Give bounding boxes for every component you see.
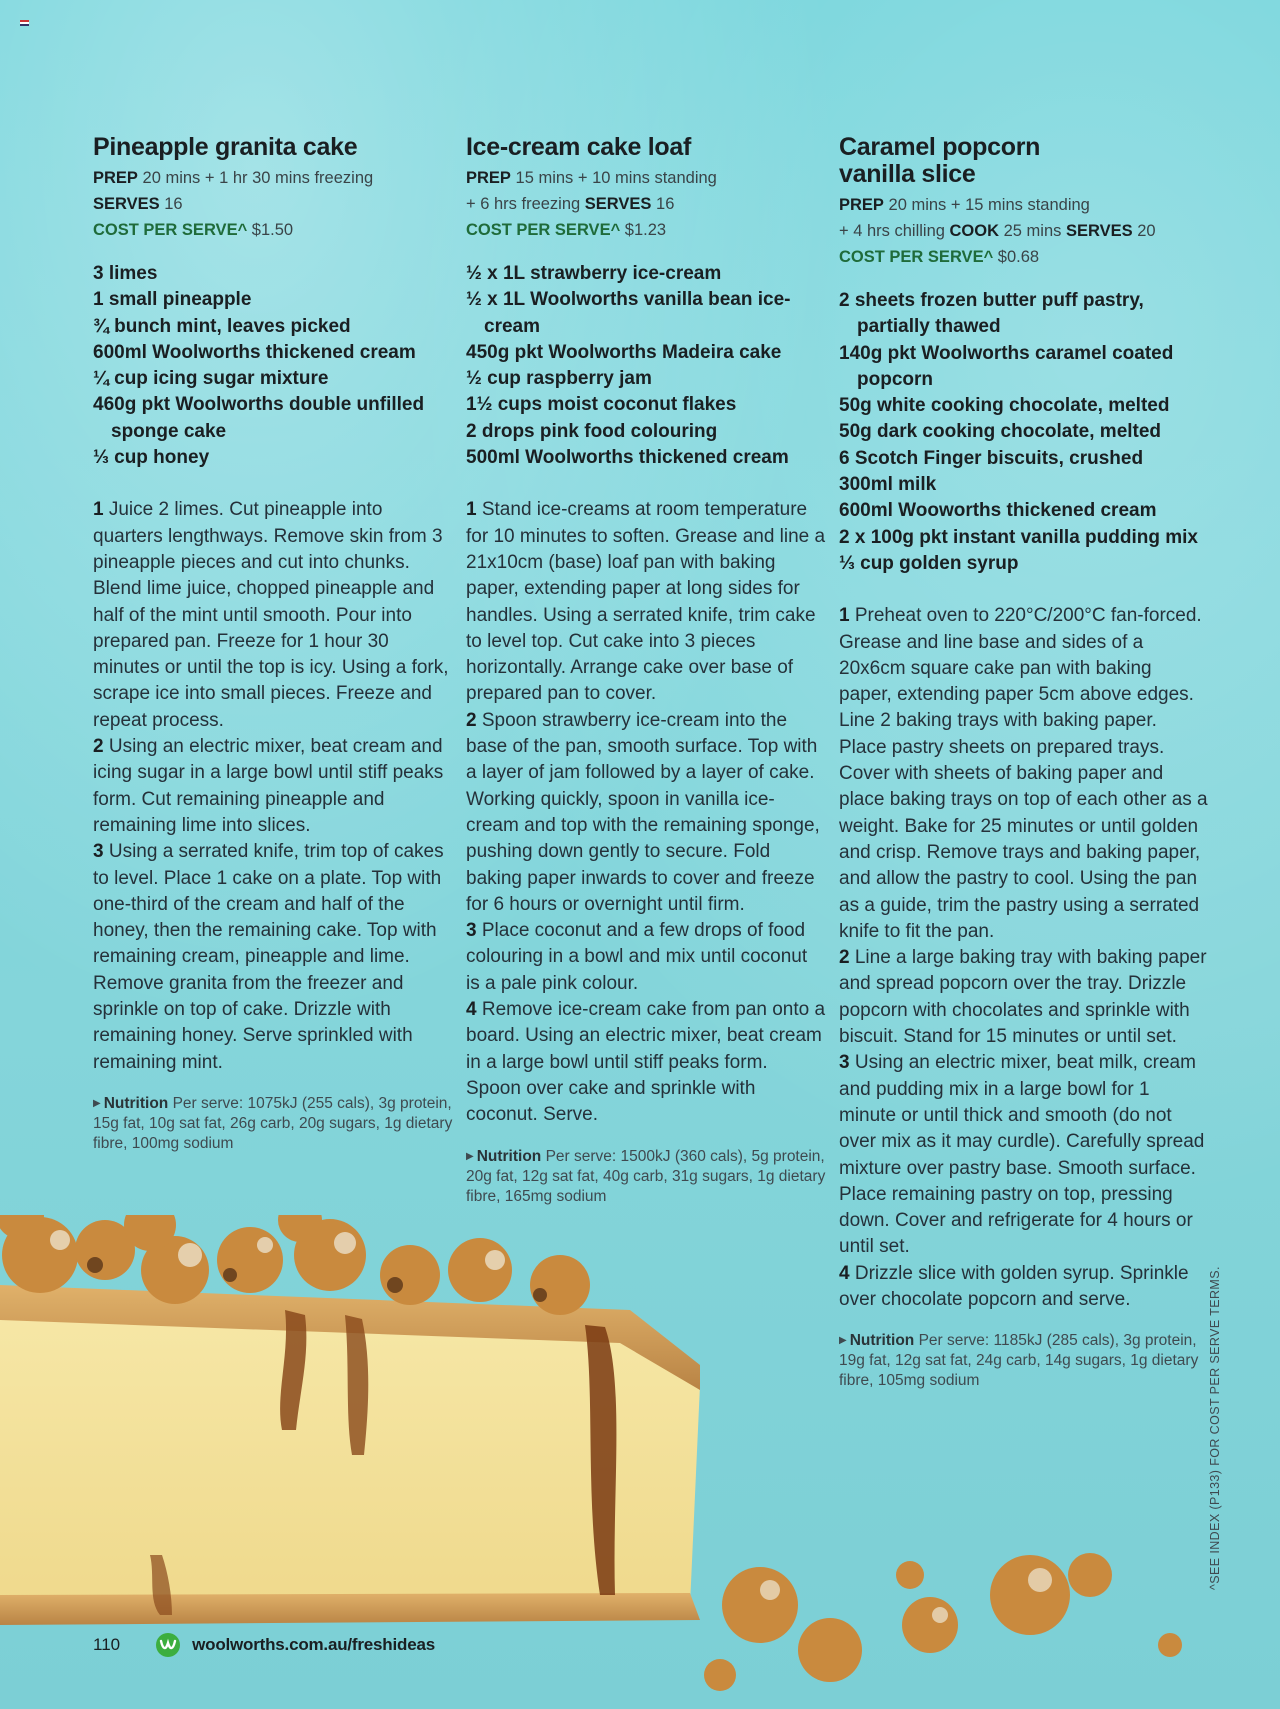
step-number: 3	[93, 841, 104, 863]
footer-url-link[interactable]: woolworths.com.au/freshideas	[192, 1635, 435, 1654]
meta-value: 20 mins + 15 mins standing	[883, 196, 1090, 214]
recipe-title: Ice-cream cake loaf	[466, 133, 692, 161]
ingredient: ⅓ cup golden syrup	[839, 552, 1019, 574]
step-text: Stand ice-creams at room temperature for 10 minutes to soften. Grease and line a 21x10cm (base) loaf pan with baking paper, extending paper at long sides for handles. Using a serrated knife, trim cake to level top. Cut cake into 3 pieces horizontally. Arrange cake over base of prepared pan to cover.	[466, 499, 826, 705]
step-text: Place coconut and a few drops of food colouring in a bowl and mix until coconut is a pale pink colour.	[466, 920, 808, 994]
flag-icon	[20, 20, 29, 26]
meta-label: SERVES	[584, 195, 652, 213]
woolworths-logo-icon	[154, 1632, 182, 1658]
meta-value: 25 mins	[999, 222, 1066, 240]
meta-value: $1.23	[620, 221, 667, 239]
method-step	[466, 708, 826, 918]
nutrition-info	[839, 1331, 1209, 1391]
meta-value: $0.68	[993, 248, 1040, 266]
step-text: Juice 2 limes. Cut pineapple into quarters lengthways. Remove skin from 3 pineapple pieces and cut into chunks. Blend lime juice, chopped pineapple and half of the mint until smooth. Pour into prepared pan. Freeze for 1 hour 30 minutes or until the top is icy. Using a fork, scrape ice into small pieces. Freeze and repeat process.	[93, 499, 449, 731]
recipe-meta	[839, 192, 1209, 270]
step-text: Spoon strawberry ice-cream into the base of the pan, smooth surface. Top with a layer of jam followed by a layer of cake. Working quickly, spoon in vanilla ice-cream and top with the remaining sponge, pushing down gently to secure. Fold baking paper inwards to cover and freeze for 6 hours or overnight until firm.	[466, 709, 820, 915]
ingredient: ⅓ cup honey	[93, 447, 210, 469]
meta-value: + 6 hrs freezing	[466, 195, 585, 213]
ingredient: 6 Scotch Finger biscuits, crushed	[839, 447, 1144, 469]
meta-label: SERVES	[93, 195, 160, 213]
recipe-ice-cream-cake-loaf	[466, 134, 826, 1207]
ingredient-list	[839, 288, 1209, 577]
step-number: 4	[839, 1262, 850, 1284]
nutrition-text: Per serve: 1500kJ (360 cals), 5g protein, 20g fat, 12g sat fat, 40g carb, 31g sugars, 1g dietary fibre, 165mg sodium	[466, 1147, 826, 1205]
cost-per-serve-label: COST PER SERVE^	[93, 221, 248, 239]
method-step	[466, 918, 826, 997]
ingredient: 500ml Woolworths thickened cream	[466, 447, 789, 469]
nutrition-text: Per serve: 1185kJ (285 cals), 3g protein, 19g fat, 12g sat fat, 24g carb, 14g sugars, 1g dietary fibre, 105mg sodium	[839, 1332, 1199, 1390]
step-number: 1	[466, 499, 477, 521]
ingredient: 450g pkt Woolworths Madeira cake	[466, 341, 782, 363]
recipe-title: Caramel popcorn vanilla slice	[839, 133, 1041, 188]
nutrition-label: Nutrition	[103, 1094, 169, 1112]
ingredient: ½ x 1L Woolworths vanilla bean ice-cream	[466, 289, 791, 337]
popcorn-crumbs-photo	[700, 1545, 1220, 1709]
cost-per-serve-label: COST PER SERVE^	[839, 248, 994, 266]
step-number: 2	[466, 709, 477, 731]
nutrition-info	[466, 1147, 826, 1207]
step-text: Line a large baking tray with baking paper and spread popcorn over the tray. Drizzle popcorn with chocolates and sprinkle with biscuit. Stand for 15 minutes or until set.	[839, 947, 1207, 1048]
ingredient: 600ml Wooworths thickened cream	[839, 500, 1157, 522]
triangle-bullet-icon: ▶	[839, 1335, 847, 1347]
recipe-title: Pineapple granita cake	[93, 133, 358, 161]
step-text: Remove ice-cream cake from pan onto a board. Using an electric mixer, beat cream in a large bowl until stiff peaks form. Spoon over cake and sprinkle with coconut. Serve.	[466, 999, 826, 1126]
method-step	[839, 945, 1209, 1050]
step-number: 3	[839, 1052, 850, 1074]
method-step	[93, 497, 453, 734]
ingredient: ½ x 1L strawberry ice-cream	[466, 263, 722, 284]
ingredient: 2 drops pink food colouring	[466, 420, 718, 442]
step-text: Using an electric mixer, beat milk, cream and pudding mix in a large bowl for 1 minute or until thick and smooth (do not over mix as it may curdle). Carefully spread mixture over pastry base. Smooth surface. Place remaining pastry on top, pressing down. Cover and refrigerate for 4 hours or until set.	[839, 1052, 1205, 1258]
ingredient: 460g pkt Woolworths double unfilled sponge cake	[93, 394, 425, 442]
ingredient-list	[93, 261, 453, 471]
step-number: 4	[466, 999, 477, 1021]
step-text: Preheat oven to 220°C/200°C fan-forced. Grease and line base and sides of a 20x6cm square cake pan with baking paper, extending paper 5cm above edges. Line 2 baking trays with baking paper. Place pastry sheets on prepared trays. Cover with sheets of baking paper and place baking trays on top of each other as a weight. Bake for 25 minutes or until golden and crisp. Remove trays and baking paper, and allow the pastry to cool. Using the pan as a guide, trim the pastry using a serrated knife to fit the pan.	[839, 605, 1208, 942]
step-number: 3	[466, 920, 477, 942]
method-step	[466, 497, 826, 707]
vanilla-slice-photo	[0, 1215, 720, 1645]
meta-value: $1.50	[247, 221, 294, 239]
step-number: 1	[93, 499, 104, 521]
meta-value: + 4 hrs chilling	[839, 222, 950, 240]
method-step	[93, 839, 453, 1076]
meta-value: 20 mins + 1 hr 30 mins freezing	[137, 169, 374, 187]
meta-value: 16	[159, 195, 183, 213]
ingredient: 2 sheets frozen butter puff pastry, partially thawed	[839, 290, 1144, 338]
meta-label: SERVES	[1065, 222, 1133, 240]
step-text: Drizzle slice with golden syrup. Sprinkle over chocolate popcorn and serve.	[839, 1262, 1189, 1310]
ingredient: 3 limes	[93, 263, 158, 284]
meta-label: PREP	[466, 169, 511, 187]
recipe-caramel-popcorn-vanilla-slice	[839, 134, 1209, 1391]
ingredient: 1½ cups moist coconut flakes	[466, 394, 737, 416]
nutrition-label: Nutrition	[849, 1332, 915, 1350]
ingredient: 140g pkt Woolworths caramel coated popcorn	[839, 342, 1174, 390]
ingredient: ¼ cup icing sugar mixture	[93, 368, 329, 390]
step-text: Using a serrated knife, trim top of cakes to level. Place 1 cake on a plate. Top with one-third of the cream and half of the honey, then the remaining cake. Top with remaining cream, pineapple and lime. Remove granita from the freezer and sprinkle on top of cake. Drizzle with remaining honey. Serve sprinkled with remaining mint.	[93, 841, 444, 1073]
page-number: 110	[93, 1635, 121, 1654]
recipe-pineapple-granita-cake	[93, 134, 453, 1154]
method-step	[839, 1050, 1209, 1260]
cost-per-serve-label: COST PER SERVE^	[466, 221, 621, 239]
nutrition-info	[93, 1094, 453, 1154]
meta-value: 15 mins + 10 mins standing	[510, 169, 717, 187]
meta-label: PREP	[93, 169, 138, 187]
meta-label: COOK	[949, 222, 1000, 240]
triangle-bullet-icon: ▶	[466, 1150, 474, 1162]
method-step	[93, 734, 453, 839]
triangle-bullet-icon: ▶	[93, 1097, 101, 1109]
ingredient: 50g dark cooking chocolate, melted	[839, 421, 1162, 443]
ingredient: ½ cup raspberry jam	[466, 368, 652, 390]
recipe-meta	[93, 165, 453, 243]
nutrition-text: Per serve: 1075kJ (255 cals), 3g protein, 15g fat, 10g sat fat, 26g carb, 20g sugars, 1g dietary fibre, 100mg sodium	[93, 1094, 453, 1152]
meta-value: 16	[651, 195, 675, 213]
meta-value: 20	[1132, 222, 1156, 240]
method-step	[466, 997, 826, 1128]
recipe-meta	[466, 165, 826, 243]
ingredient: ¾ bunch mint, leaves picked	[93, 315, 351, 337]
method-step	[839, 1261, 1209, 1314]
ingredient: 2 x 100g pkt instant vanilla pudding mix	[839, 526, 1198, 548]
method-step	[839, 603, 1209, 945]
step-text: Using an electric mixer, beat cream and icing sugar in a large bowl until stiff peaks form. Cut remaining pineapple and remaining lime into slices.	[93, 736, 444, 836]
ingredient: 600ml Woolworths thickened cream	[93, 341, 416, 363]
step-number: 1	[839, 605, 850, 627]
cost-terms-note	[1208, 1266, 1242, 1590]
nutrition-label: Nutrition	[476, 1147, 542, 1165]
ingredient: 1 small pineapple	[93, 289, 252, 311]
step-number: 2	[93, 736, 104, 758]
cost-terms-text: ^SEE INDEX (P133) FOR COST PER SERVE TERMS.	[1208, 1266, 1222, 1590]
ingredient-list	[466, 261, 826, 471]
method	[466, 497, 826, 1128]
step-number: 2	[839, 947, 850, 969]
ingredient: 300ml milk	[839, 474, 937, 496]
method	[93, 497, 453, 1076]
page-footer	[93, 1632, 435, 1658]
meta-label: PREP	[839, 196, 884, 214]
method	[839, 603, 1209, 1313]
ingredient: 50g white cooking chocolate, melted	[839, 395, 1170, 417]
